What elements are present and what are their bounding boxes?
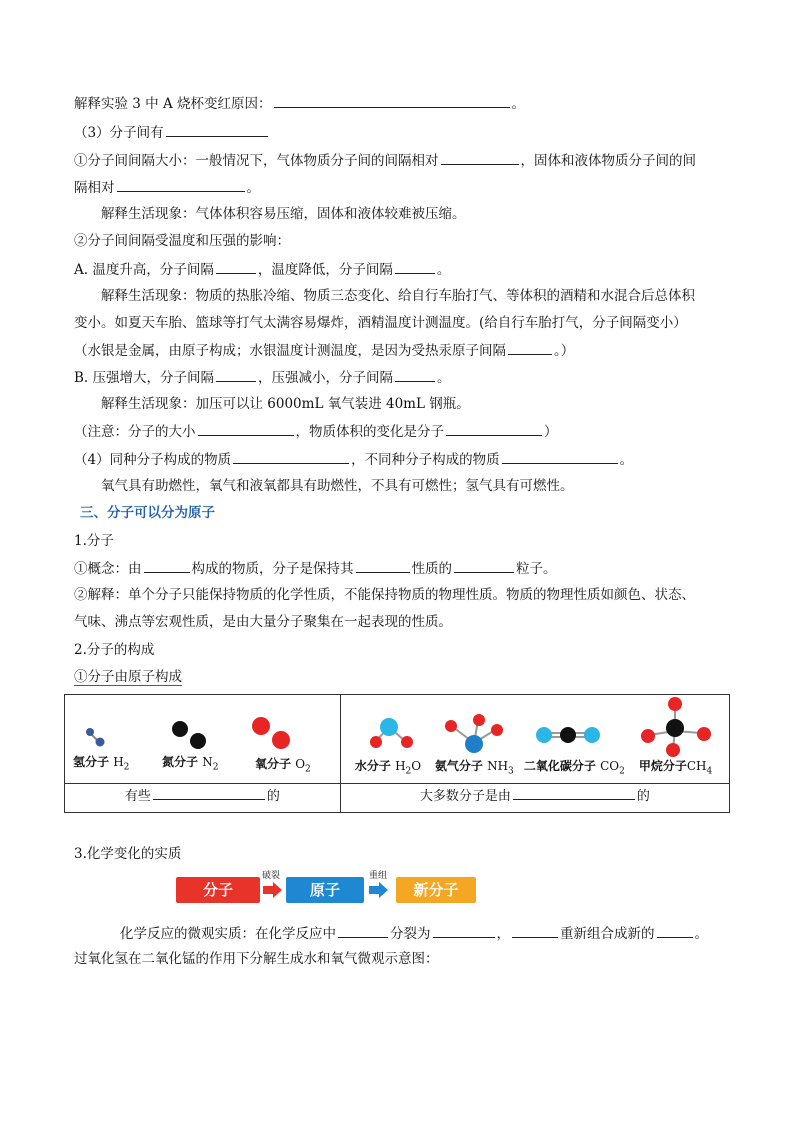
- oxygen-atom: [252, 717, 270, 735]
- answer-blank[interactable]: [433, 923, 495, 938]
- explain-line: 解释生活现象：加压可以让 6000mL 氧气装进 40mL 钢瓶。: [101, 396, 470, 412]
- hydrogen-atom: [473, 714, 485, 726]
- text: 性质的: [411, 561, 452, 577]
- text: 解释实验 3 中 A 烧杯变红原因：: [74, 96, 272, 112]
- oxygen-atom: [584, 727, 600, 743]
- answer-blank[interactable]: [117, 177, 245, 192]
- answer-blank[interactable]: [144, 558, 190, 573]
- nitrogen-atom: [190, 733, 206, 749]
- note-line: [74, 421, 558, 442]
- h2o-label: 水分子 $H_2O$: [354, 759, 422, 777]
- arrow-right-icon: [263, 882, 283, 898]
- text: 。: [511, 96, 526, 112]
- hydrogen-atom: [491, 724, 503, 736]
- oxygen-atom: [380, 718, 398, 736]
- atom-box: 原子: [286, 877, 364, 903]
- ch4-label: 甲烷分子$CH_4$: [638, 759, 713, 777]
- section-heading: 三、分子可以分为原子: [80, 505, 215, 521]
- explain-line: ②解释：单个分子只能保持物质的化学性质，不能保持物质的物理性质。物质的物理性质如颜色、状态、: [74, 587, 695, 603]
- text: 大多数分子是由: [419, 789, 511, 804]
- subsection-molecule: 1.分子: [74, 533, 114, 549]
- hydrogen-atom: [668, 697, 682, 711]
- text: ①概念：由: [74, 561, 142, 577]
- hydrogen-atom: [445, 720, 457, 732]
- carbon-atom: [560, 727, 576, 743]
- text: B. 压强增大，分子间隔: [74, 370, 215, 386]
- text: ①分子由原子构成: [74, 669, 182, 685]
- answer-blank[interactable]: [233, 449, 349, 464]
- reaction-essence-line: [120, 923, 708, 944]
- nitrogen-atom: [465, 735, 483, 753]
- right-foot-cell: [340, 784, 729, 813]
- carbon-atom: [666, 719, 684, 737]
- text: ）: [544, 424, 558, 440]
- h2-label: 氢分子 $H_2$: [73, 755, 130, 773]
- left-cell: [65, 695, 341, 784]
- answer-blank[interactable]: [513, 785, 635, 800]
- oxygen-atom: [536, 727, 552, 743]
- oxygen-note-line: 氧气具有助燃性，氧气和液氧都具有助燃性，不具有可燃性；氢气具有可燃性。: [101, 478, 574, 494]
- answer-blank[interactable]: [198, 421, 294, 436]
- hydrogen-atom: [370, 736, 382, 748]
- text: ，压强减小，分子间隔: [258, 370, 394, 386]
- text: 。: [437, 370, 451, 386]
- answer-blank[interactable]: [338, 923, 388, 938]
- oxygen-atom: [272, 731, 290, 749]
- text: 的: [636, 789, 650, 804]
- influence-line: ②分子间间隔受温度和压强的影响：: [74, 233, 290, 249]
- left-foot-cell: [65, 784, 341, 813]
- right-cell: [340, 695, 729, 784]
- text: 。）: [554, 343, 575, 359]
- nh3-label: 氨气分子 $NH_3$: [434, 759, 514, 777]
- explain-line-cont: 变小。如夏天车胎、篮球等打气太满容易爆炸，酒精温度计测温度。(给自行车胎打气，分子间隔变小）: [74, 315, 687, 331]
- text: （注意：分子的大小: [74, 424, 196, 440]
- text: 。: [694, 926, 708, 942]
- concept-line: [74, 558, 557, 579]
- explain-line-cont: 气味、沸点等宏观性质，是由大量分子聚集在一起表现的性质。: [74, 614, 452, 630]
- new-molecule-box: 新分子: [396, 877, 476, 903]
- subsection-chemical-change: 3.化学变化的实质: [74, 846, 182, 862]
- text: ，固体和液体物质分子间的间: [520, 153, 696, 169]
- answer-blank[interactable]: [153, 785, 265, 800]
- hydrogen-atom: [96, 738, 105, 747]
- answer-blank[interactable]: [508, 340, 552, 355]
- nitrogen-atom: [172, 721, 188, 737]
- answer-blank[interactable]: [395, 259, 435, 274]
- text: 构成的物质，分子是保持其: [191, 561, 354, 577]
- recombine-label: 重组: [369, 871, 388, 881]
- text: ，不同种分子构成的物质: [351, 452, 500, 468]
- answer-blank[interactable]: [216, 367, 256, 382]
- text: 粒子。: [516, 561, 557, 577]
- text: ，: [496, 926, 510, 942]
- text: 隔相对: [74, 180, 115, 196]
- break-label: 破裂: [262, 871, 281, 881]
- text: 重新组合成新的: [560, 926, 655, 942]
- subsection-structure: 2.分子的构成: [74, 642, 155, 658]
- peroxide-line: 过氧化氢在二氧化锰的作用下分解生成水和氧气微观示意图：: [74, 951, 439, 967]
- answer-blank[interactable]: [446, 421, 542, 436]
- answer-blank[interactable]: [395, 367, 435, 382]
- answer-blank[interactable]: [166, 122, 268, 137]
- subheading-atoms: [74, 667, 182, 687]
- explain-line: 解释生活现象：物质的热胀冷缩、物质三态变化、给自行车胎打气、等体积的酒精和水混合后总体积: [101, 288, 695, 304]
- answer-blank[interactable]: [512, 923, 558, 938]
- same-molecule-line: [74, 449, 633, 470]
- text: A. 温度升高，分子间隔: [74, 262, 214, 278]
- text: 。: [436, 262, 451, 278]
- co2-label: 二氧化碳分子 $CO_2$: [523, 759, 625, 777]
- text: ，温度降低，分子间隔: [257, 262, 393, 278]
- text: ①分子间间隔大小：一般情况下，气体物质分子间的间隔相对: [74, 153, 439, 169]
- n2-label: 氮分子 $N_2$: [162, 755, 219, 773]
- experiment3-line: [74, 93, 525, 114]
- gap-size-line-2: [74, 177, 260, 198]
- answer-blank[interactable]: [216, 259, 256, 274]
- text: （水银是金属，由原子构成；水银温度计测温度，是因为受热汞原子间隔: [74, 343, 506, 359]
- explain-line: 解释生活现象：气体体积容易压缩，固体和液体较难被压缩。: [101, 206, 466, 222]
- hydrogen-atom: [697, 727, 711, 741]
- answer-blank[interactable]: [657, 923, 693, 938]
- text: ，物质体积的变化是分子: [295, 424, 444, 440]
- hydrogen-atom: [401, 736, 413, 748]
- pressure-line: [74, 367, 451, 388]
- text: 分裂为: [390, 926, 431, 942]
- hydrogen-atom: [86, 728, 94, 736]
- answer-blank[interactable]: [356, 558, 410, 573]
- text: 。: [619, 452, 634, 468]
- text: （4）同种分子构成的物质: [74, 452, 232, 468]
- hydrogen-atom: [641, 729, 655, 743]
- hydrogen-atom: [666, 743, 680, 757]
- text: 化学反应的微观实质：在化学反应中: [120, 926, 336, 942]
- text: 。: [246, 180, 260, 196]
- gap-heading-line: [74, 122, 270, 143]
- answer-blank[interactable]: [454, 558, 514, 573]
- molecule-box: 分子: [176, 877, 260, 903]
- arrow-right-icon: [369, 882, 389, 898]
- temperature-line: [74, 259, 450, 280]
- text: 有些: [124, 789, 151, 804]
- answer-blank[interactable]: [274, 93, 510, 108]
- text: （3）分子间有: [74, 125, 164, 141]
- answer-blank[interactable]: [441, 150, 519, 165]
- o2-label: 氧分子 $O_2$: [255, 757, 311, 775]
- mercury-line: [74, 340, 574, 361]
- text: 的: [266, 789, 280, 804]
- gap-size-line: [74, 150, 696, 171]
- molecule-table: [64, 694, 730, 813]
- answer-blank[interactable]: [502, 449, 618, 464]
